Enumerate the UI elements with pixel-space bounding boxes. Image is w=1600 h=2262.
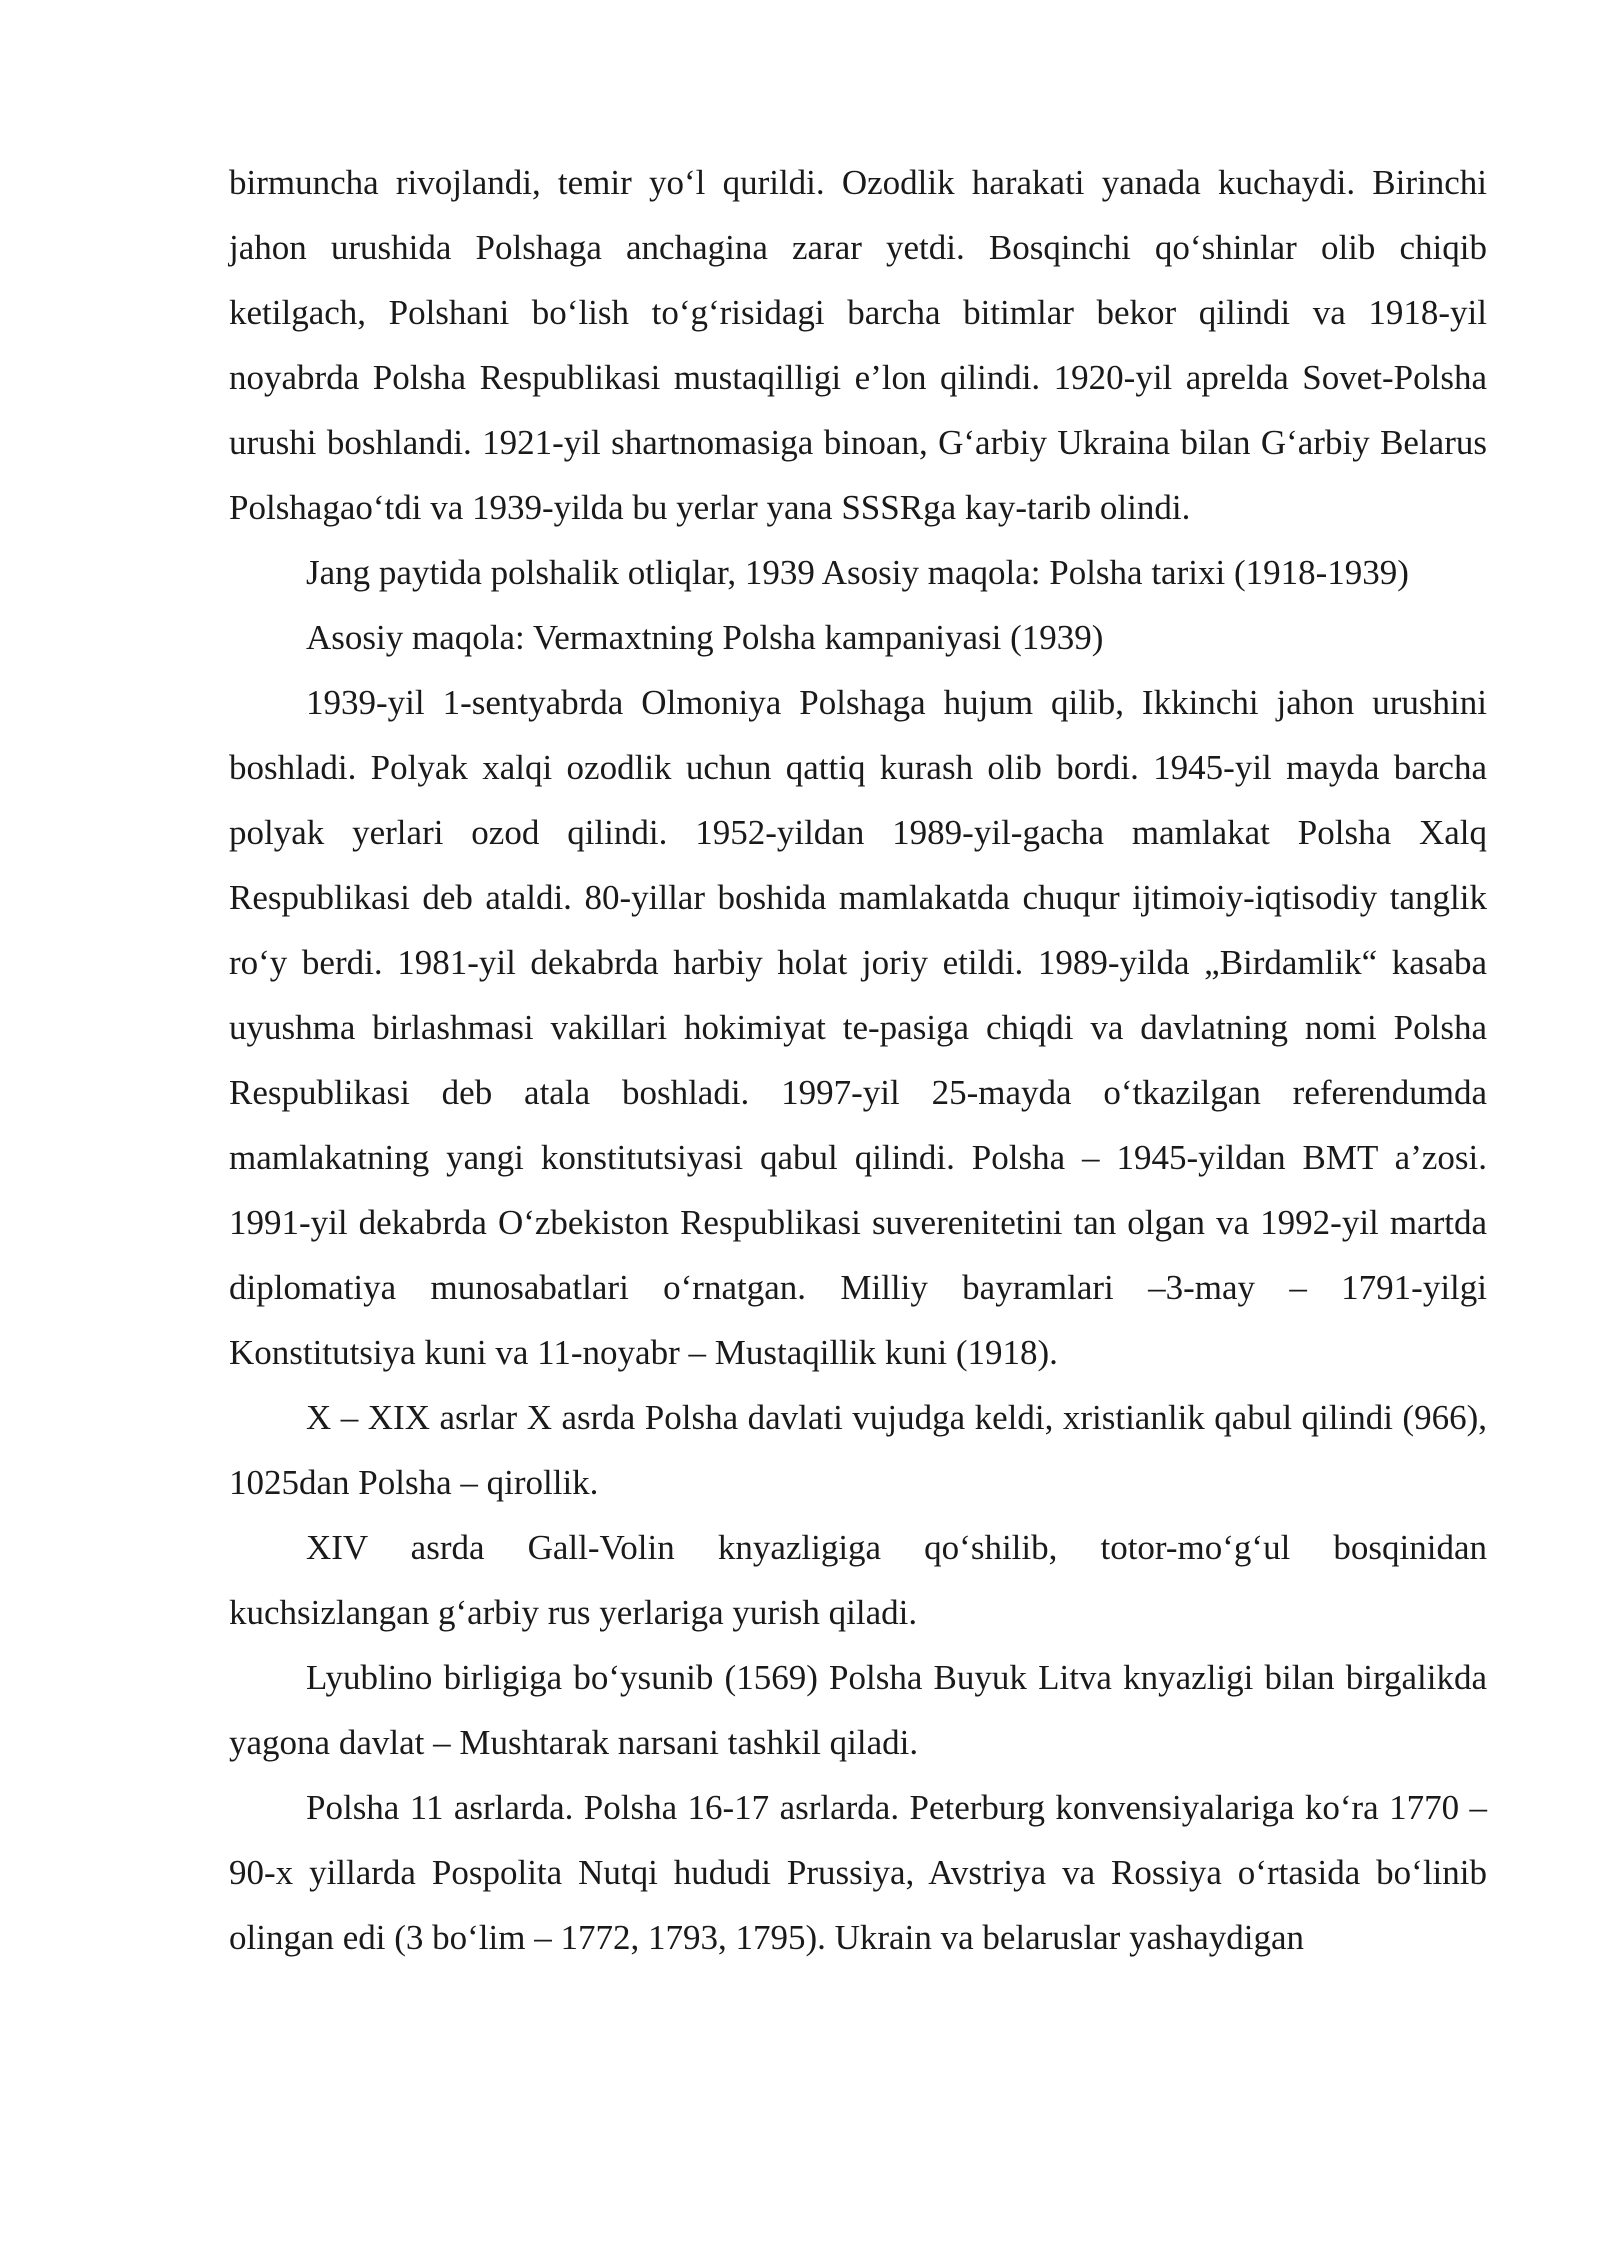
document-page [229,150,1487,1970]
paragraph-5: X – XIX asrlar X asrda Polsha davlati vujudga keldi, xristianlik qabul qilindi (966), 1025dan Polsha – qirollik. [229,1398,1487,1502]
paragraph-7: Lyublino birligiga bo‘ysunib (1569) Polsha Buyuk Litva knyazligi bilan birgalikda yagona davlat – Mushtarak narsani tashkil qiladi. [229,1658,1487,1762]
paragraph-4: 1939-yil 1-sentyabrda Olmoniya Polshaga hujum qilib, Ikkinchi jahon urushini boshladi. Polyak xalqi ozodlik uchun qattiq kurash olib bordi. 1945-yil mayda barcha polyak yerlari ozod qilindi. 1952-yildan 1989-yil-gacha mamlakat Polsha Xalq Respublikasi deb ataldi. 80-yillar boshida mamlakatda chuqur ijtimoiy-iqtisodiy tanglik ro‘y berdi. 1981-yil dekabrda harbiy holat joriy etildi. 1989-yilda „Birdamlik“ kasaba uyushma birlashmasi vakillari hokimiyat te-pasiga chiqdi va davlatning nomi Polsha Respublikasi deb atala boshladi. 1997-yil 25-mayda o‘tkazilgan referendumda mamlakatning yangi konstitutsiyasi qabul qilindi. Polsha – 1945-yildan BMT a’zosi. 1991-yil dekabrda O‘zbekiston Respublikasi suverenitetini tan olgan va 1992-yil martda diplomatiya munosabatlari o‘rnatgan. Milliy bayramlari –3-may – 1791-yilgi Konstitutsiya kuni va 11-noyabr – Mustaqillik kuni (1918). [229,683,1487,1372]
paragraph-3: Asosiy maqola: Vermaxtning Polsha kampaniyasi (1939) [306,618,1104,657]
paragraph-6: XIV asrda Gall-Volin knyazligiga qo‘shilib, totor-mo‘g‘ul bosqinidan kuchsizlangan g‘arbiy rus yerlariga yurish qiladi. [229,1528,1487,1632]
paragraph-2: Jang paytida polshalik otliqlar, 1939 Asosiy maqola: Polsha tarixi (1918-1939) [306,553,1409,592]
paragraph-1: birmuncha rivojlandi, temir yo‘l qurildi. Ozodlik harakati yanada kuchaydi. Birinchi jahon urushida Polshaga anchagina zarar yetdi. Bosqinchi qo‘shinlar olib chiqib ketilgach, Polshani bo‘lish to‘g‘risidagi barcha bitimlar bekor qilindi va 1918-yil noyabrda Polsha Respublikasi mustaqilligi e’lon qilindi. 1920-yil aprelda Sovet-Polsha urushi boshlandi. 1921-yil shartnomasiga binoan, G‘arbiy Ukraina bilan G‘arbiy Belarus Polshagao‘tdi va 1939-yilda bu yerlar yana SSSRga kay-tarib olindi. [229,163,1487,527]
paragraph-8: Polsha 11 asrlarda. Polsha 16-17 asrlarda. Peterburg konvensiyalariga ko‘ra 1770 –90-x yillarda Pospolita Nutqi hududi Prussiya, Avstriya va Rossiya o‘rtasida bo‘linib olingan edi (3 bo‘lim – 1772, 1793, 1795). Ukrain va belaruslar yashaydigan [229,1788,1487,1957]
